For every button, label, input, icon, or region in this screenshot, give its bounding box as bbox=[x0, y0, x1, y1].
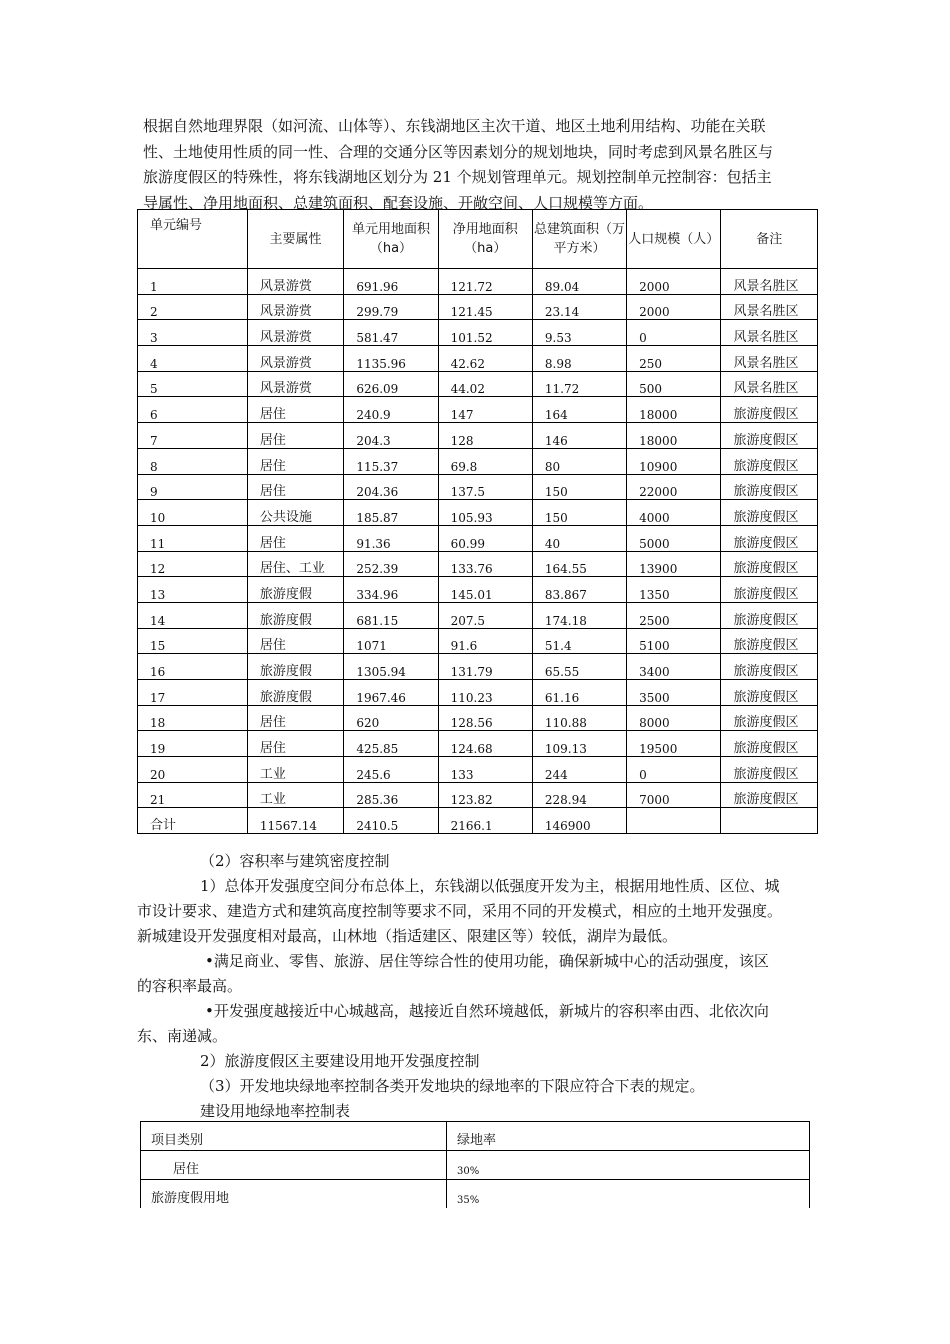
cell-unit-area: 681.15 bbox=[344, 602, 438, 628]
cell-floor-area: 164 bbox=[532, 397, 626, 423]
cell-attr: 旅游度假 bbox=[247, 577, 344, 603]
cell-attr: 风景游赏 bbox=[247, 371, 344, 397]
cell-note: 旅游度假区 bbox=[721, 628, 818, 654]
cell-net-area: 123.82 bbox=[438, 782, 532, 808]
cell-floor-area: 51.4 bbox=[532, 628, 626, 654]
cell-attr: 旅游度假 bbox=[247, 602, 344, 628]
table-row bbox=[138, 320, 818, 346]
cell-population: 250 bbox=[627, 346, 721, 372]
cell-floor-area: 23.14 bbox=[532, 294, 626, 320]
total-net-area: 2410.5 bbox=[344, 808, 438, 834]
cell-unit-area: 1071 bbox=[344, 628, 438, 654]
cell-net-area: 137.5 bbox=[438, 474, 532, 500]
cell-floor-area: 110.88 bbox=[532, 705, 626, 731]
header-population: 人口规模（人） bbox=[627, 210, 721, 269]
table-row bbox=[141, 1151, 810, 1180]
cell-net-area: 42.62 bbox=[438, 346, 532, 372]
paragraph-line: 1）总体开发强度空间分布总体上，东钱湖以低强度开发为主，根据用地性质、区位、城 bbox=[200, 877, 780, 895]
table-body bbox=[138, 269, 818, 834]
cell-unit-area: 425.85 bbox=[344, 731, 438, 757]
cell-note: 旅游度假区 bbox=[721, 705, 818, 731]
section-heading: （3）开发地块绿地率控制各类开发地块的绿地率的下限应符合下表的规定。 bbox=[200, 1077, 705, 1095]
table-row bbox=[138, 423, 818, 449]
cell-note: 旅游度假区 bbox=[721, 474, 818, 500]
cell-note: 风景名胜区 bbox=[721, 269, 818, 295]
intro-line: 导属性、净用地面积、总建筑面积、配套设施、开敞空间、人口规模等方面。 bbox=[143, 193, 654, 212]
table-row bbox=[138, 346, 818, 372]
cell-net-area: 69.8 bbox=[438, 448, 532, 474]
paragraph-line: 市设计要求、建造方式和建筑高度控制等要求不同，采用不同的开发模式，相应的土地开发强度。 bbox=[137, 902, 783, 920]
cell-unit-no: 7 bbox=[138, 423, 248, 449]
cell-floor-area: 80 bbox=[532, 448, 626, 474]
cell-unit-area: 334.96 bbox=[344, 577, 438, 603]
section-body bbox=[137, 849, 827, 1124]
cell-unit-no: 8 bbox=[138, 448, 248, 474]
cell-population: 2000 bbox=[627, 294, 721, 320]
cell-population: 8000 bbox=[627, 705, 721, 731]
cell-note: 旅游度假区 bbox=[721, 731, 818, 757]
cell-net-area: 207.5 bbox=[438, 602, 532, 628]
header-note: 备注 bbox=[721, 210, 818, 269]
header-unit-no: 单元编号 bbox=[138, 210, 248, 269]
cell-population: 3400 bbox=[627, 654, 721, 680]
cell-note: 旅游度假区 bbox=[721, 397, 818, 423]
total-label: 合计 bbox=[138, 808, 248, 834]
cell-population: 19500 bbox=[627, 731, 721, 757]
cell-net-area: 133 bbox=[438, 757, 532, 783]
header-attr: 主要属性 bbox=[247, 210, 344, 269]
cell-unit-area: 252.39 bbox=[344, 551, 438, 577]
cell-floor-area: 9.53 bbox=[532, 320, 626, 346]
cell-unit-no: 4 bbox=[138, 346, 248, 372]
cell-floor-area: 150 bbox=[532, 474, 626, 500]
cell-unit-area: 691.96 bbox=[344, 269, 438, 295]
cell-note: 旅游度假区 bbox=[721, 680, 818, 706]
table-row bbox=[138, 628, 818, 654]
table-caption: 建设用地绿地率控制表 bbox=[200, 1102, 351, 1120]
cell-net-area: 128 bbox=[438, 423, 532, 449]
cell-population: 18000 bbox=[627, 397, 721, 423]
cell-net-area: 60.99 bbox=[438, 525, 532, 551]
cell-population: 18000 bbox=[627, 423, 721, 449]
cell-population: 1350 bbox=[627, 577, 721, 603]
cell-attr: 居住 bbox=[247, 474, 344, 500]
cell-attr: 居住 bbox=[247, 397, 344, 423]
header-net-area: 净用地面积（ha） bbox=[438, 210, 532, 269]
cell-note: 风景名胜区 bbox=[721, 371, 818, 397]
cell-note: 旅游度假区 bbox=[721, 423, 818, 449]
cell-attr: 居住 bbox=[247, 423, 344, 449]
cell-population: 22000 bbox=[627, 474, 721, 500]
cell-category: 居住 bbox=[141, 1151, 447, 1180]
table-header-row bbox=[138, 210, 818, 269]
cell-note: 旅游度假区 bbox=[721, 551, 818, 577]
cell-population: 4000 bbox=[627, 500, 721, 526]
table-row bbox=[138, 371, 818, 397]
intro-line: 性、土地使用性质的同一性、合理的交通分区等因素划分的规划地块，同时考虑到风景名胜区与 bbox=[143, 142, 774, 161]
total-row bbox=[138, 808, 818, 834]
cell-unit-no: 2 bbox=[138, 294, 248, 320]
cell-note: 旅游度假区 bbox=[721, 782, 818, 808]
cell-unit-area: 1135.96 bbox=[344, 346, 438, 372]
cell-population: 2500 bbox=[627, 602, 721, 628]
cell-net-area: 101.52 bbox=[438, 320, 532, 346]
table-row bbox=[138, 782, 818, 808]
unit-control-table bbox=[137, 209, 818, 834]
cell-attr: 居住 bbox=[247, 628, 344, 654]
table-row bbox=[138, 551, 818, 577]
cell-population: 7000 bbox=[627, 782, 721, 808]
cell-unit-no: 11 bbox=[138, 525, 248, 551]
cell-note: 旅游度假区 bbox=[721, 448, 818, 474]
cell-net-area: 91.6 bbox=[438, 628, 532, 654]
cell-unit-no: 17 bbox=[138, 680, 248, 706]
cell-net-area: 131.79 bbox=[438, 654, 532, 680]
cell-population: 13900 bbox=[627, 551, 721, 577]
total-unit-area: 11567.14 bbox=[247, 808, 344, 834]
cell-net-area: 124.68 bbox=[438, 731, 532, 757]
table-header-row bbox=[141, 1122, 810, 1151]
cell-note: 旅游度假区 bbox=[721, 757, 818, 783]
cell-rate: 35% bbox=[447, 1180, 810, 1209]
section-heading: （2）容积率与建筑密度控制 bbox=[200, 852, 390, 870]
table-row bbox=[138, 731, 818, 757]
cell-population: 500 bbox=[627, 371, 721, 397]
cell-unit-area: 1967.46 bbox=[344, 680, 438, 706]
cell-net-area: 128.56 bbox=[438, 705, 532, 731]
table-row bbox=[138, 525, 818, 551]
cell-unit-no: 18 bbox=[138, 705, 248, 731]
table-row bbox=[141, 1180, 810, 1209]
cell-net-area: 133.76 bbox=[438, 551, 532, 577]
cell-floor-area: 244 bbox=[532, 757, 626, 783]
cell-note: 旅游度假区 bbox=[721, 525, 818, 551]
cell-attr: 风景游赏 bbox=[247, 269, 344, 295]
total-empty bbox=[627, 808, 721, 834]
cell-unit-no: 14 bbox=[138, 602, 248, 628]
table-row bbox=[138, 474, 818, 500]
cell-net-area: 121.72 bbox=[438, 269, 532, 295]
header-floor-area: 总建筑面积（万平方米） bbox=[532, 210, 626, 269]
cell-unit-no: 12 bbox=[138, 551, 248, 577]
cell-net-area: 121.45 bbox=[438, 294, 532, 320]
cell-population: 0 bbox=[627, 320, 721, 346]
table-row bbox=[138, 577, 818, 603]
cell-unit-no: 15 bbox=[138, 628, 248, 654]
cell-unit-area: 185.87 bbox=[344, 500, 438, 526]
cell-attr: 居住 bbox=[247, 731, 344, 757]
table-row bbox=[138, 602, 818, 628]
cell-note: 旅游度假区 bbox=[721, 500, 818, 526]
cell-unit-area: 620 bbox=[344, 705, 438, 731]
cell-attr: 旅游度假 bbox=[247, 654, 344, 680]
table-row bbox=[138, 500, 818, 526]
total-population: 146900 bbox=[532, 808, 626, 834]
cell-population: 10900 bbox=[627, 448, 721, 474]
cell-net-area: 147 bbox=[438, 397, 532, 423]
cell-unit-no: 9 bbox=[138, 474, 248, 500]
table-row bbox=[138, 705, 818, 731]
cell-net-area: 110.23 bbox=[438, 680, 532, 706]
cell-unit-no: 10 bbox=[138, 500, 248, 526]
cell-unit-area: 204.36 bbox=[344, 474, 438, 500]
cell-attr: 居住 bbox=[247, 448, 344, 474]
intro-line: 根据自然地理界限（如河流、山体等）、东钱湖地区主次干道、地区土地利用结构、功能在关联 bbox=[143, 117, 766, 135]
intro-line: 旅游度假区的特殊性，将东钱湖地区划分为 21 个规划管理单元。规划控制单元控制容：包括主 bbox=[143, 168, 772, 186]
cell-floor-area: 89.04 bbox=[532, 269, 626, 295]
cell-net-area: 145.01 bbox=[438, 577, 532, 603]
cell-attr: 工业 bbox=[247, 782, 344, 808]
cell-floor-area: 109.13 bbox=[532, 731, 626, 757]
cell-floor-area: 61.16 bbox=[532, 680, 626, 706]
cell-population: 5000 bbox=[627, 525, 721, 551]
section-heading: 2）旅游度假区主要建设用地开发强度控制 bbox=[200, 1052, 480, 1070]
cell-unit-area: 245.6 bbox=[344, 757, 438, 783]
cell-unit-no: 3 bbox=[138, 320, 248, 346]
cell-unit-area: 581.47 bbox=[344, 320, 438, 346]
total-empty bbox=[721, 808, 818, 834]
cell-unit-no: 1 bbox=[138, 269, 248, 295]
cell-unit-no: 20 bbox=[138, 757, 248, 783]
cell-unit-no: 6 bbox=[138, 397, 248, 423]
cell-note: 旅游度假区 bbox=[721, 654, 818, 680]
cell-category: 旅游度假用地 bbox=[141, 1180, 447, 1209]
cell-unit-area: 91.36 bbox=[344, 525, 438, 551]
cell-floor-area: 150 bbox=[532, 500, 626, 526]
cell-net-area: 44.02 bbox=[438, 371, 532, 397]
header-unit-area: 单元用地面积（ha） bbox=[344, 210, 438, 269]
cell-unit-area: 115.37 bbox=[344, 448, 438, 474]
cell-floor-area: 8.98 bbox=[532, 346, 626, 372]
cell-floor-area: 40 bbox=[532, 525, 626, 551]
cell-unit-area: 204.3 bbox=[344, 423, 438, 449]
cell-floor-area: 164.55 bbox=[532, 551, 626, 577]
header-rate: 绿地率 bbox=[447, 1122, 810, 1151]
cell-attr: 风景游赏 bbox=[247, 294, 344, 320]
cell-attr: 风景游赏 bbox=[247, 320, 344, 346]
table-row bbox=[138, 680, 818, 706]
paragraph-line: 新城建设开发强度相对最高，山林地（指适建区、限建区等）较低，湖岸为最低。 bbox=[137, 927, 678, 945]
cell-note: 风景名胜区 bbox=[721, 346, 818, 372]
cell-unit-no: 13 bbox=[138, 577, 248, 603]
cell-population: 3500 bbox=[627, 680, 721, 706]
header-category: 项目类别 bbox=[141, 1122, 447, 1151]
cell-rate: 30% bbox=[447, 1151, 810, 1180]
cell-attr: 工业 bbox=[247, 757, 344, 783]
cell-floor-area: 65.55 bbox=[532, 654, 626, 680]
cell-population: 5100 bbox=[627, 628, 721, 654]
table-row bbox=[138, 294, 818, 320]
intro-paragraph bbox=[143, 114, 823, 216]
cell-floor-area: 83.867 bbox=[532, 577, 626, 603]
bullet-line: •满足商业、零售、旅游、居住等综合性的使用功能，确保新城中心的活动强度，该区 bbox=[205, 952, 769, 970]
cell-unit-area: 299.79 bbox=[344, 294, 438, 320]
green-rate-table bbox=[140, 1121, 810, 1208]
cell-unit-no: 16 bbox=[138, 654, 248, 680]
total-floor-area: 2166.1 bbox=[438, 808, 532, 834]
table-row bbox=[138, 654, 818, 680]
table-row bbox=[138, 757, 818, 783]
cell-population: 0 bbox=[627, 757, 721, 783]
cell-note: 风景名胜区 bbox=[721, 294, 818, 320]
cell-attr: 公共设施 bbox=[247, 500, 344, 526]
table-row bbox=[138, 448, 818, 474]
cell-note: 旅游度假区 bbox=[721, 602, 818, 628]
cell-unit-no: 21 bbox=[138, 782, 248, 808]
cell-floor-area: 228.94 bbox=[532, 782, 626, 808]
cell-unit-area: 626.09 bbox=[344, 371, 438, 397]
cell-floor-area: 146 bbox=[532, 423, 626, 449]
cell-unit-no: 5 bbox=[138, 371, 248, 397]
cell-unit-area: 285.36 bbox=[344, 782, 438, 808]
cell-unit-area: 240.9 bbox=[344, 397, 438, 423]
cell-floor-area: 11.72 bbox=[532, 371, 626, 397]
bullet-line: •开发强度越接近中心城越高，越接近自然环境越低，新城片的容积率由西、北依次向 bbox=[205, 1002, 769, 1020]
cell-floor-area: 174.18 bbox=[532, 602, 626, 628]
cell-unit-no: 19 bbox=[138, 731, 248, 757]
cell-population: 2000 bbox=[627, 269, 721, 295]
paragraph-line: 的容积率最高。 bbox=[137, 977, 243, 995]
cell-unit-area: 1305.94 bbox=[344, 654, 438, 680]
cell-note: 风景名胜区 bbox=[721, 320, 818, 346]
paragraph-line: 东、南递减。 bbox=[137, 1027, 228, 1045]
cell-attr: 风景游赏 bbox=[247, 346, 344, 372]
cell-attr: 居住 bbox=[247, 705, 344, 731]
cell-attr: 居住 bbox=[247, 525, 344, 551]
cell-net-area: 105.93 bbox=[438, 500, 532, 526]
cell-attr: 旅游度假 bbox=[247, 680, 344, 706]
cell-attr: 居住、工业 bbox=[247, 551, 344, 577]
table-row bbox=[138, 397, 818, 423]
table-row bbox=[138, 269, 818, 295]
cell-note: 旅游度假区 bbox=[721, 577, 818, 603]
